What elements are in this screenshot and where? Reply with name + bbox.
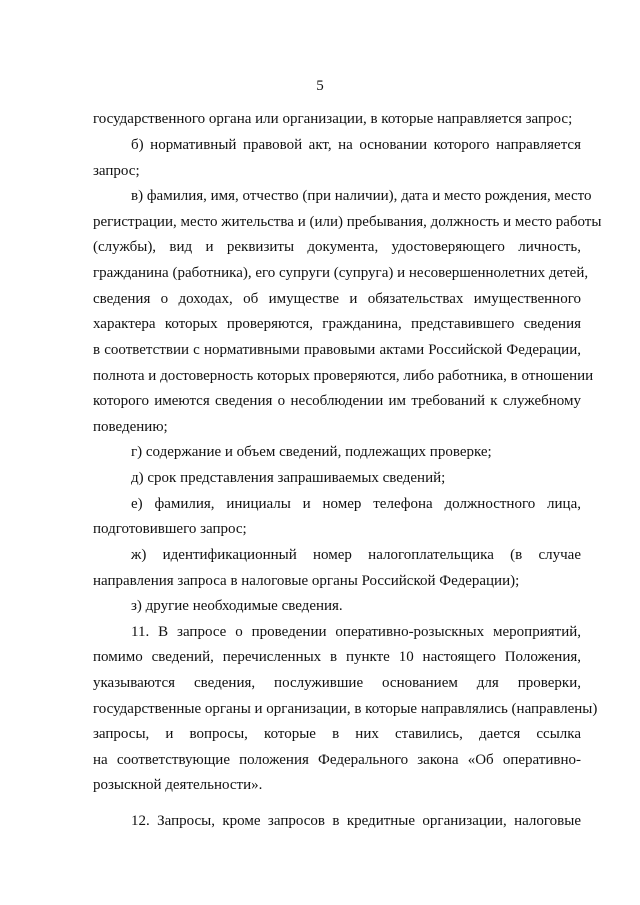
text-line-18: ж) идентификационный номер налогоплательщика (в случае <box>131 547 581 563</box>
text-line-5: регистрации, место жительства и (или) пребывания, должность и место работы <box>93 214 602 230</box>
text-line-25: запросы, и вопросы, которые в них ставились, дается ссылка <box>93 726 581 742</box>
text-line-9: характера которых проверяются, гражданина, представившего сведения <box>93 316 581 332</box>
text-line-22: помимо сведений, перечисленных в пункте 10 настоящего Положения, <box>93 649 581 665</box>
text-line-6: (службы), вид и реквизиты документа, удостоверяющего личность, <box>93 239 581 255</box>
text-line-7: гражданина (работника), его супруги (супруга) и несовершеннолетних детей, <box>93 265 589 281</box>
text-line-14: г) содержание и объем сведений, подлежащих проверке; <box>131 444 492 460</box>
text-line-11: полнота и достоверность которых проверяются, либо работника, в отношении <box>93 368 594 384</box>
page-number: 5 <box>316 78 324 94</box>
text-line-27: розыскной деятельности». <box>93 777 263 793</box>
text-line-2: б) нормативный правовой акт, на основании которого направляется <box>131 137 581 153</box>
text-line-21: 11. В запросе о проведении оперативно-розыскных мероприятий, <box>131 624 581 640</box>
text-line-1: государственного органа или организации, в которые направляется запрос; <box>93 111 573 127</box>
text-line-3: запрос; <box>93 163 140 179</box>
text-line-13: поведению; <box>93 419 168 435</box>
text-line-20: з) другие необходимые сведения. <box>131 598 343 614</box>
text-line-28: 12. Запросы, кроме запросов в кредитные организации, налоговые <box>131 813 581 829</box>
text-line-12: которого имеются сведения о несоблюдении им требований к служебному <box>93 393 581 409</box>
text-line-10: в соответствии с нормативными правовыми актами Российской Федерации, <box>93 342 581 358</box>
text-line-23: указываются сведения, послужившие основанием для проверки, <box>93 675 581 691</box>
text-line-16: е) фамилия, инициалы и номер телефона должностного лица, <box>131 496 581 512</box>
text-line-8: сведения о доходах, об имуществе и обязательствах имущественного <box>93 291 581 307</box>
text-line-24: государственные органы и организации, в которые направлялись (направлены) <box>93 701 598 717</box>
text-line-26: на соответствующие положения Федерального закона «Об оперативно- <box>93 752 581 768</box>
text-line-17: подготовившего запрос; <box>93 521 247 537</box>
text-line-4: в) фамилия, имя, отчество (при наличии), дата и место рождения, место <box>131 188 592 204</box>
text-line-19: направления запроса в налоговые органы Российской Федерации); <box>93 573 520 589</box>
text-line-15: д) срок представления запрашиваемых сведений; <box>131 470 446 486</box>
